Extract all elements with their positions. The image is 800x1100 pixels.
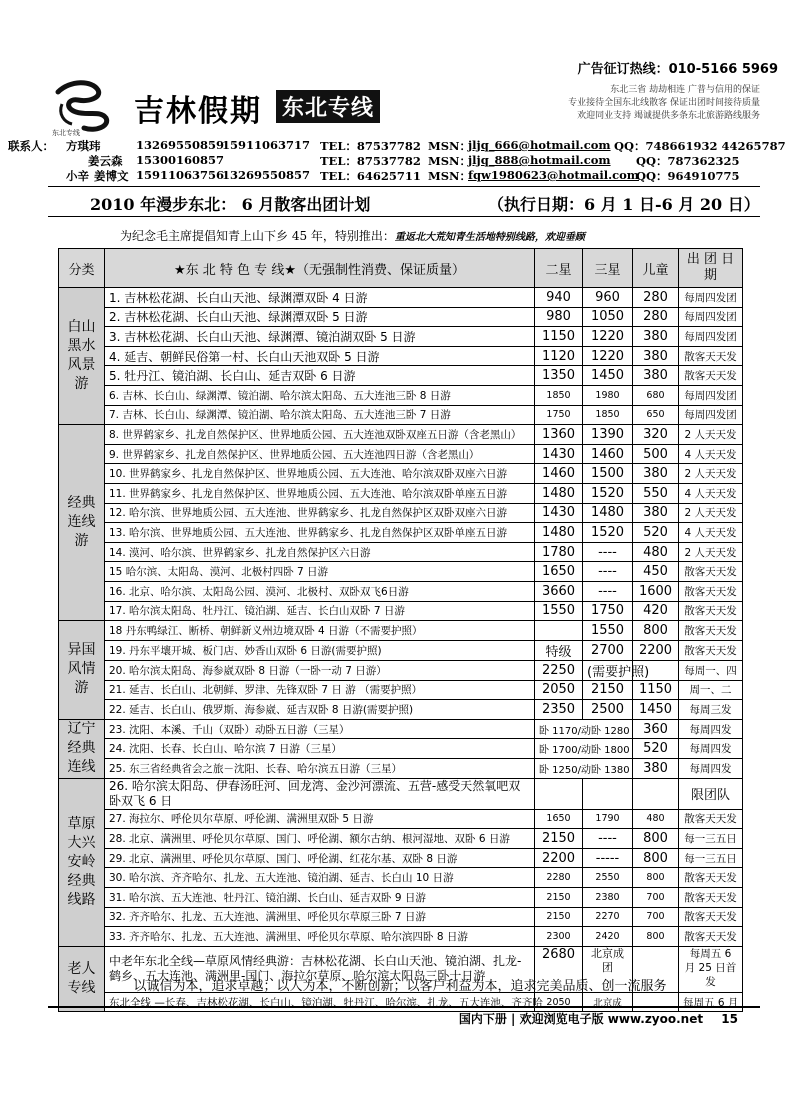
price-three-star: 960 (583, 288, 633, 308)
table-row (59, 660, 743, 680)
price-three-star: 1450 (583, 366, 633, 386)
departure-cell: 散客天天发 (679, 809, 743, 829)
contact-im-label: MSN： (428, 169, 472, 183)
route-cell: 2. 吉林松花湖、长白山天池、绿渊潭双卧 5 日游 (105, 307, 535, 327)
contact-row (8, 168, 768, 183)
contact-im-label: MSN： (428, 154, 472, 168)
contact-list (8, 138, 786, 183)
route-cell: 3. 吉林松花湖、长白山天池、绿渊潭、镜泊湖双卧 5 日游 (105, 327, 535, 347)
table-row (59, 759, 743, 779)
price-two-star: 1430 (535, 503, 583, 523)
price-cell: 卧 1700/动卧 1800 (535, 739, 633, 759)
price-child: 1150 (633, 680, 679, 700)
departure-cell: 散客天天发 (679, 601, 743, 621)
contact-qq: QQ：748661932 44265787 (614, 139, 786, 153)
table-body (59, 288, 743, 1012)
table-row (59, 640, 743, 660)
header-departure: 出 团 日期 (679, 249, 743, 288)
price-child: 1450 (633, 700, 679, 720)
price-two-star: 980 (535, 307, 583, 327)
contact-tel: TEL：64625711 (320, 169, 421, 183)
slogan-line: 欢迎同业支持 竭诚提供多条东北旅游路线服务 (577, 111, 760, 121)
price-two-star: 2200 (535, 848, 583, 868)
price-child: 520 (633, 523, 679, 543)
departure-cell: 4 人天天发 (679, 444, 743, 464)
route-cell: 15 哈尔滨、太阳岛、漠河、北极村四卧 7 日游 (105, 562, 535, 582)
price-three-star: 1220 (583, 327, 633, 347)
table-row (59, 562, 743, 582)
departure-cell: 每周四发团 (679, 327, 743, 347)
price-child: 420 (633, 601, 679, 621)
table-row (59, 542, 743, 562)
price-cell: 卧 1250/动卧 1380 (535, 759, 633, 779)
price-two-star: 1360 (535, 425, 583, 445)
category-cell: 辽宁经典连线 (59, 719, 105, 778)
header-three-star: 三星 (583, 249, 633, 288)
route-cell: 13. 哈尔滨、世界地质公园、五大连池、世界鹤家乡、扎龙自然保护区双卧单座五日游 (105, 523, 535, 543)
price-three-star: (需要护照) (583, 660, 633, 680)
page-number: 15 (721, 1012, 738, 1026)
departure-cell: 每周一、四 (679, 660, 743, 680)
price-child: 680 (633, 385, 679, 405)
schedule-title-dates: （执行日期：6 月 1 日-6 月 20 日） (488, 195, 760, 214)
contact-email[interactable]: jljq_666@hotmail.com (468, 138, 611, 152)
departure-cell: 每一三五日 (679, 829, 743, 849)
price-child: 280 (633, 307, 679, 327)
table-row (59, 739, 743, 759)
departure-cell: 散客天天发 (679, 346, 743, 366)
price-child: 800 (633, 927, 679, 947)
route-cell: 16. 北京、哈尔滨、太阳岛公园、漠河、北极村、双卧双飞6日游 (105, 581, 535, 601)
table-row (59, 778, 743, 809)
route-cell: 25. 东三省经典省会之旅－沈阳、长春、哈尔滨五日游（三星） (105, 759, 535, 779)
contact-qq: QQ：964910775 (636, 169, 740, 183)
price-three-star: 2150 (583, 680, 633, 700)
price-three-star: 1550 (583, 621, 633, 641)
price-two-star: 2150 (535, 829, 583, 849)
price-two-star (535, 621, 583, 641)
route-cell: 4. 延吉、朝鲜民俗第一村、长白山天池双卧 5 日游 (105, 346, 535, 366)
price-child: 360 (633, 719, 679, 739)
divider (48, 216, 760, 217)
departure-cell: 4 人天天发 (679, 483, 743, 503)
table-row (59, 464, 743, 484)
header-two-star: 二星 (535, 249, 583, 288)
departure-cell: 限团队 (679, 778, 743, 809)
departure-cell: 散客天天发 (679, 366, 743, 386)
price-three-star: 北京成 (583, 992, 633, 1012)
price-two-star: 940 (535, 288, 583, 308)
price-three-star: 1850 (583, 405, 633, 425)
departure-cell: 每周五 6 月 25 日首发 (679, 946, 743, 992)
table-row (59, 700, 743, 720)
table-row (59, 385, 743, 405)
price-child: 480 (633, 542, 679, 562)
price-three-star: 1220 (583, 346, 633, 366)
price-child: 650 (633, 405, 679, 425)
contact-email[interactable]: jljq_888@hotmail.com (468, 153, 611, 167)
price-three-star: ---- (583, 542, 633, 562)
schedule-title (48, 190, 760, 214)
notice-text: 为纪念毛主席提倡知青上山下乡 45 年，特别推出： (120, 229, 395, 243)
header-route: ★东 北 特 色 专 线★（无强制性消费、保证质量） (105, 249, 535, 288)
contact-phone: 13269550859 (136, 138, 225, 152)
route-cell: 23. 沈阳、本溪、千山（双卧）动卧五日游（三星） (105, 719, 535, 739)
price-two-star: 1150 (535, 327, 583, 347)
route-cell: 22. 延吉、长白山、俄罗斯、海参崴、延吉双卧 8 日游(需要护照) (105, 700, 535, 720)
price-child: 500 (633, 444, 679, 464)
price-two-star: 1480 (535, 523, 583, 543)
departure-cell: 每周五 6 月 (679, 992, 743, 1012)
contact-name: 方琪玮 (66, 139, 101, 153)
route-cell: 8. 世界鹤家乡、扎龙自然保护区、世界地质公园、五大连池双卧双座五日游（含老黑山） (105, 425, 535, 445)
table-row (59, 503, 743, 523)
route-cell: 中老年东北全线—草原风情经典游：吉林松花湖、长白山天池、镜泊湖、扎龙-鹤乡、五大连池、满洲里-国门、海拉尔草原、哈尔滨太阳岛三卧十日游 (105, 946, 535, 992)
table-row (59, 848, 743, 868)
route-cell: 9. 世界鹤家乡、扎龙自然保护区、世界地质公园、五大连池四日游（含老黑山） (105, 444, 535, 464)
price-two-star: 1550 (535, 601, 583, 621)
table-row (59, 868, 743, 888)
route-cell: 20. 哈尔滨太阳岛、海参崴双卧 8 日游（一卧一动 7 日游） (105, 660, 535, 680)
departure-cell: 2 人天天发 (679, 542, 743, 562)
departure-cell: 每周四发团 (679, 307, 743, 327)
contact-email[interactable]: fqw1980623@hotmail.com (468, 168, 639, 182)
table-row (59, 425, 743, 445)
brand-header (48, 78, 760, 140)
tour-table (58, 248, 743, 1012)
contact-phone: 15300160857 (136, 153, 225, 167)
price-three-star: ----- (583, 848, 633, 868)
price-two-star: 2050 (535, 680, 583, 700)
route-cell: 31. 哈尔滨、五大连池、牡丹江、镜泊湖、长白山、延吉双卧 9 日游 (105, 888, 535, 908)
brand-name: 吉林假期 (134, 94, 262, 129)
price-two-star (535, 778, 583, 809)
ad-hotline: 广告征订热线：010-5166 5969 (577, 62, 778, 77)
category-cell: 异国风情游 (59, 621, 105, 720)
price-two-star: 2050 (535, 992, 583, 1012)
table-row (59, 719, 743, 739)
table-row (59, 523, 743, 543)
contact-name: 姜博文 (94, 169, 129, 183)
price-two-star: 2280 (535, 868, 583, 888)
route-cell: 30. 哈尔滨、齐齐哈尔、扎龙、五大连池、镜泊湖、延吉、长白山 10 日游 (105, 868, 535, 888)
departure-cell: 每周四发团 (679, 288, 743, 308)
contact-label: 小辛 (66, 169, 89, 183)
category-cell: 经典连线游 (59, 425, 105, 621)
price-child: 520 (633, 739, 679, 759)
departure-cell: 每一三五日 (679, 848, 743, 868)
price-two-star: 1850 (535, 385, 583, 405)
price-two-star: 1350 (535, 366, 583, 386)
table-row (59, 288, 743, 308)
route-cell: 27. 海拉尔、呼伦贝尔草原、呼伦湖、满洲里双卧 5 日游 (105, 809, 535, 829)
route-cell: 18 丹东鸭绿江、断桥、朝鲜新义州边境双卧 4 日游（不需要护照） (105, 621, 535, 641)
price-two-star: 2680 (535, 946, 583, 992)
price-two-star: 特级 (535, 640, 583, 660)
price-child: 450 (633, 562, 679, 582)
departure-cell: 散客天天发 (679, 621, 743, 641)
schedule-title-main: 2010 年漫步东北： 6 月散客出团计划 (90, 195, 371, 214)
divider (48, 186, 760, 187)
price-three-star: ---- (583, 562, 633, 582)
price-three-star: 1500 (583, 464, 633, 484)
price-child (633, 992, 679, 1012)
departure-cell: 散客天天发 (679, 581, 743, 601)
contact-phone: 13269550857 (222, 168, 311, 182)
departure-cell: 2 人天天发 (679, 464, 743, 484)
price-three-star: 1480 (583, 503, 633, 523)
contact-name: 姜云森 (88, 154, 123, 168)
header-child: 儿童 (633, 249, 679, 288)
price-child: 800 (633, 621, 679, 641)
route-cell: 28. 北京、满洲里、呼伦贝尔草原、国门、呼伦湖、额尔古纳、根河湿地、双卧 6 日游 (105, 829, 535, 849)
contact-label: 联系人： (8, 139, 54, 153)
contact-tel: TEL：87537782 (320, 154, 421, 168)
brand-subtitle: 东北专线 (276, 90, 380, 123)
table-row (59, 680, 743, 700)
price-two-star: 2150 (535, 907, 583, 927)
price-two-star: 1480 (535, 483, 583, 503)
logo-caption: 东北专线 (52, 129, 80, 137)
route-cell: 33. 齐齐哈尔、扎龙、五大连池、满洲里、呼伦贝尔草原、哈尔滨四卧 8 日游 (105, 927, 535, 947)
price-child: 700 (633, 907, 679, 927)
price-three-star: 2500 (583, 700, 633, 720)
price-child: 480 (633, 809, 679, 829)
bottom-bar (48, 1006, 760, 1008)
price-two-star: 2300 (535, 927, 583, 947)
price-three-star: 1050 (583, 307, 633, 327)
departure-cell: 每周四发 (679, 739, 743, 759)
route-cell: 7. 吉林、长白山、绿渊潭、镜泊湖、哈尔滨太阳岛、五大连池三卧 7 日游 (105, 405, 535, 425)
price-two-star: 1430 (535, 444, 583, 464)
price-child: 380 (633, 366, 679, 386)
departure-cell: 每周三发 (679, 700, 743, 720)
departure-cell: 每周四发 (679, 759, 743, 779)
price-three-star: 1520 (583, 523, 633, 543)
price-child: 320 (633, 425, 679, 445)
price-three-star: 1460 (583, 444, 633, 464)
route-cell: 14. 漠河、哈尔滨、世界鹤家乡、扎龙自然保护区六日游 (105, 542, 535, 562)
price-child: 1600 (633, 581, 679, 601)
table-row (59, 307, 743, 327)
brand-slogan (538, 84, 760, 123)
price-two-star: 1650 (535, 562, 583, 582)
table-row (59, 405, 743, 425)
price-two-star: 2150 (535, 888, 583, 908)
price-child: 2200 (633, 640, 679, 660)
price-child: 380 (633, 346, 679, 366)
contact-tel: TEL：87537782 (320, 139, 421, 153)
price-three-star: ---- (583, 581, 633, 601)
route-cell: 1. 吉林松花湖、长白山天池、绿渊潭双卧 4 日游 (105, 288, 535, 308)
table-row (59, 621, 743, 641)
footer-slogan: 以诚信为本，追求卓越；以人为本，不断创新；以客户利益为本，追求完美品质、创一流服务 (133, 979, 667, 994)
contact-row (8, 153, 768, 168)
route-cell: 12. 哈尔滨、世界地质公园、五大连池、世界鹤家乡、扎龙自然保护区双卧双座六日游 (105, 503, 535, 523)
table-row (59, 829, 743, 849)
price-two-star: 1650 (535, 809, 583, 829)
departure-cell: 4 人天天发 (679, 523, 743, 543)
route-cell: 19. 丹东平壤开城、板门店、妙香山双卧 6 日游(需要护照) (105, 640, 535, 660)
route-cell: 29. 北京、满洲里、呼伦贝尔草原、国门、呼伦湖、红花尔基、双卧 8 日游 (105, 848, 535, 868)
route-cell: 32. 齐齐哈尔、扎龙、五大连池、满洲里、呼伦贝尔草原三卧 7 日游 (105, 907, 535, 927)
price-two-star: 2250 (535, 660, 583, 680)
route-cell: 17. 哈尔滨太阳岛、牡丹江、镜泊湖、延吉、长白山双卧 7 日游 (105, 601, 535, 621)
slogan-line: 专业接待全国东北线散客 保证出团时间接待质量 (568, 98, 760, 108)
category-cell: 草原大兴安岭经典线路 (59, 778, 105, 946)
contact-im-label: MSN： (428, 139, 472, 153)
route-cell: 10. 世界鹤家乡、扎龙自然保护区、世界地质公园、五大连池、哈尔滨双卧双座六日游 (105, 464, 535, 484)
departure-cell: 周一、二 (679, 680, 743, 700)
table-row (59, 483, 743, 503)
price-child: 800 (633, 829, 679, 849)
table-row (59, 907, 743, 927)
departure-cell: 每周四发团 (679, 405, 743, 425)
route-cell: 26. 哈尔滨太阳岛、伊春汤旺河、回龙湾、金沙河漂流、五营-感受天然氧吧双卧双飞 6 日 (105, 778, 535, 809)
header-category: 分类 (59, 249, 105, 288)
bottom-bar-text (459, 1010, 738, 1027)
route-cell: 东北全线 —长春、吉林松花湖、长白山、镜泊湖、牡丹江、哈尔滨、扎龙、五大连池、齐齐哈 (105, 992, 535, 1012)
departure-cell: 每周四发团 (679, 385, 743, 405)
route-cell: 11. 世界鹤家乡、扎龙自然保护区、世界地质公园、五大连池、哈尔滨双卧单座五日游 (105, 483, 535, 503)
table-row (59, 888, 743, 908)
price-two-star: 2350 (535, 700, 583, 720)
price-two-star: 1780 (535, 542, 583, 562)
special-notice (120, 227, 585, 244)
departure-cell: 每周四发 (679, 719, 743, 739)
contact-row (8, 138, 786, 153)
price-child: 280 (633, 288, 679, 308)
table-row (59, 927, 743, 947)
price-three-star: 2700 (583, 640, 633, 660)
slogan-line: 东北三省 劫劫相连 广普与信用的保证 (610, 85, 760, 95)
price-two-star: 1120 (535, 346, 583, 366)
route-cell: 24. 沈阳、长春、长白山、哈尔滨 7 日游（三星） (105, 739, 535, 759)
price-three-star: 2550 (583, 868, 633, 888)
price-three-star: 1790 (583, 809, 633, 829)
price-two-star: 1750 (535, 405, 583, 425)
price-cell: 卧 1170/动卧 1280 (535, 719, 633, 739)
price-child: 800 (633, 868, 679, 888)
route-cell: 5. 牡丹江、镜泊湖、长白山、延吉双卧 6 日游 (105, 366, 535, 386)
price-three-star: 1750 (583, 601, 633, 621)
route-cell: 21. 延吉、长白山、北朝鲜、罗津、先锋双卧 7 日 游 （需要护照） (105, 680, 535, 700)
category-cell: 白山黑水风景游 (59, 288, 105, 425)
departure-cell: 2 人天天发 (679, 425, 743, 445)
price-three-star: 1520 (583, 483, 633, 503)
table-header-row (59, 249, 743, 288)
price-child: 380 (633, 464, 679, 484)
departure-cell: 散客天天发 (679, 888, 743, 908)
price-three-star: 2380 (583, 888, 633, 908)
departure-cell: 散客天天发 (679, 927, 743, 947)
price-three-star (583, 778, 633, 809)
price-child: 700 (633, 888, 679, 908)
departure-cell: 散客天天发 (679, 562, 743, 582)
departure-cell: 散客天天发 (679, 868, 743, 888)
table-row (59, 444, 743, 464)
price-two-star: 1460 (535, 464, 583, 484)
price-three-star: 1980 (583, 385, 633, 405)
price-child: 550 (633, 483, 679, 503)
price-child: 380 (633, 503, 679, 523)
price-three-star: 1390 (583, 425, 633, 445)
bottom-bar-label: 国内下册 | 欢迎浏览电子版 www.zyoo.net (458, 1012, 704, 1026)
price-child: 380 (633, 327, 679, 347)
price-three-star: ---- (583, 829, 633, 849)
price-three-star: 2270 (583, 907, 633, 927)
departure-cell: 散客天天发 (679, 640, 743, 660)
departure-cell: 2 人天天发 (679, 503, 743, 523)
table-row (59, 327, 743, 347)
table-row (59, 992, 743, 1012)
route-cell: 6. 吉林、长白山、绿渊潭、镜泊湖、哈尔滨太阳岛、五大连池三卧 8 日游 (105, 385, 535, 405)
contact-qq: QQ：787362325 (636, 154, 740, 168)
table-row (59, 366, 743, 386)
table-row (59, 809, 743, 829)
price-child: 800 (633, 848, 679, 868)
price-child: 380 (633, 759, 679, 779)
notice-highlight: 重返北大荒知青生活地特别线路，欢迎垂顾 (394, 232, 585, 243)
table-row (59, 601, 743, 621)
table-row (59, 581, 743, 601)
price-three-star: 2420 (583, 927, 633, 947)
contact-phone: 15911063756 (136, 168, 225, 182)
price-child (633, 778, 679, 809)
departure-cell: 散客天天发 (679, 907, 743, 927)
price-three-star: 北京成团 (583, 946, 633, 992)
category-cell: 老人专线 (59, 946, 105, 1012)
contact-phone: 15911063717 (222, 138, 311, 152)
table-row (59, 346, 743, 366)
price-two-star: 3660 (535, 581, 583, 601)
